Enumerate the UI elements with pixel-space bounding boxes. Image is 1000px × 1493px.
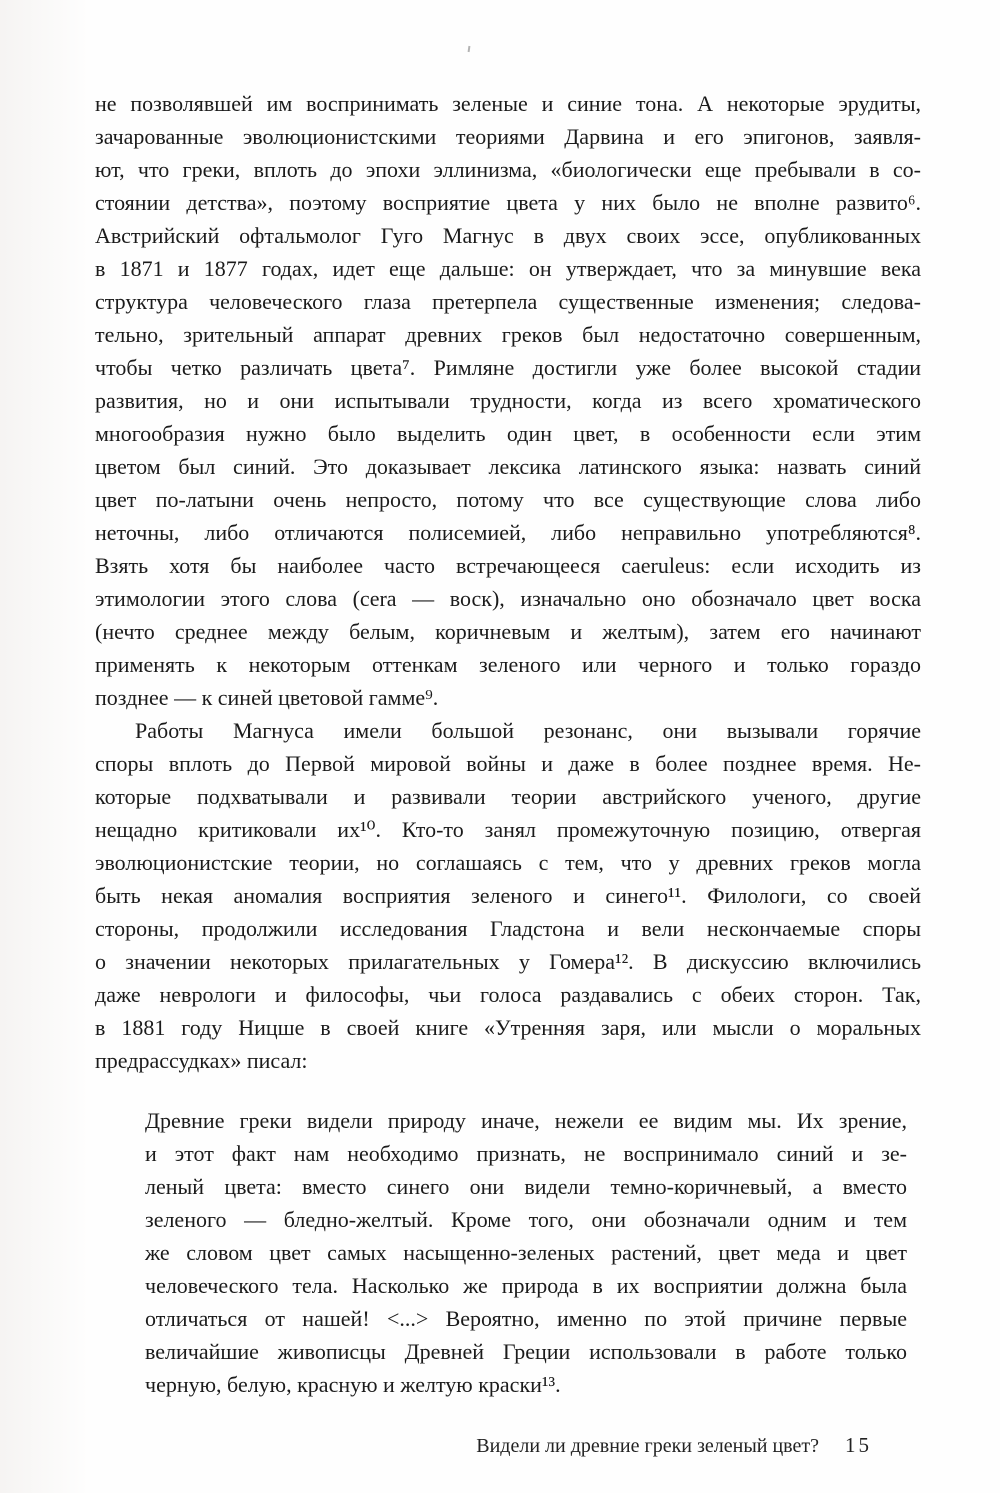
text-line: даже неврологи и философы, чьи голоса раздавались с обеих сторон. Так, bbox=[95, 982, 921, 1007]
text-line: отличаться от нашей! <...> Вероятно, именно по этой причине первые bbox=[145, 1306, 907, 1331]
text-line: в 1881 году Ницше в своей книге «Утренняя заря, или мысли о моральных bbox=[95, 1015, 921, 1040]
text-line: позднее — к синей цветовой гамме⁹. bbox=[95, 685, 439, 710]
text-line: структура человеческого глаза претерпела существенные изменения; следова- bbox=[95, 289, 921, 314]
text-line: многообразия нужно было выделить один цвет, в особенности если этим bbox=[95, 421, 921, 446]
text-line: Взять хотя бы наиболее часто встречающееся caeruleus: если исходить из bbox=[95, 553, 921, 578]
text-line: черную, белую, красную и желтую краски¹³. bbox=[145, 1372, 561, 1397]
text-line: которые подхватывали и развивали теории австрийского ученого, другие bbox=[95, 784, 921, 809]
text-line: Австрийский офтальмолог Гуго Магнус в двух своих эссе, опубликованных bbox=[95, 223, 921, 248]
text-line: в 1871 и 1877 годах, идет еще дальше: он утверждает, что за минувшие века bbox=[95, 256, 921, 281]
text-line: неточны, либо отличаются полисемией, либо неправильно употребляются⁸. bbox=[95, 520, 921, 545]
text-line: стороны, продолжили исследования Гладстона и вели нескончаемые споры bbox=[95, 916, 921, 941]
text-line: человеческого тела. Насколько же природа в их восприятии должна была bbox=[145, 1273, 907, 1298]
text-line: применять к некоторым оттенкам зеленого или черного и только гораздо bbox=[95, 652, 921, 677]
page-text-block bbox=[95, 87, 921, 1401]
text-line: Древние греки видели природу иначе, нежели ее видим мы. Их зрение, bbox=[145, 1108, 907, 1133]
text-line: о значении некоторых прилагательных у Гомера¹². В дискуссию включились bbox=[95, 949, 921, 974]
text-line: споры вплоть до Первой мировой войны и даже в более позднее время. Не- bbox=[95, 751, 921, 776]
text-line: чтобы четко различать цвета⁷. Римляне достигли уже более высокой стадии bbox=[95, 355, 921, 380]
text-line: ют, что греки, вплоть до эпохи эллинизма, «биологически еще пребывали в со- bbox=[95, 157, 921, 182]
text-line: цвет по-латыни очень непросто, потому что все существующие слова либо bbox=[95, 487, 921, 512]
text-line: предрассудках» писал: bbox=[95, 1048, 308, 1073]
text-line: цветом был синий. Это доказывает лексика латинского языка: назвать синий bbox=[95, 454, 921, 479]
text-line: же словом цвет самых насыщенно-зеленых растений, цвет меда и цвет bbox=[145, 1240, 907, 1265]
text-line: нещадно критиковали их¹⁰. Кто-то занял промежуточную позицию, отвергая bbox=[95, 817, 921, 842]
text-line: быть некая аномалия восприятия зеленого и синего¹¹. Филологи, со своей bbox=[95, 883, 921, 908]
text-line: стоянии детства», поэтому восприятие цвета у них было не вполне развито⁶. bbox=[95, 190, 921, 215]
text-line: эволюционистские теории, но соглашаясь с тем, что у древних греков могла bbox=[95, 850, 921, 875]
text-line: зеленого — бледно-желтый. Кроме того, они обозначали одним и тем bbox=[145, 1207, 907, 1232]
text-line: величайшие живописцы Древней Греции использовали в работе только bbox=[145, 1339, 907, 1364]
text-line: этимологии этого слова (cera — воск), изначально оно обозначало цвет воска bbox=[95, 586, 921, 611]
text-line: зачарованные эволюционистскими теориями Дарвина и его эпигонов, заявля- bbox=[95, 124, 921, 149]
text-line: развития, но и они испытывали трудности, когда из всего хроматического bbox=[95, 388, 921, 413]
scan-speck bbox=[468, 46, 471, 52]
text-line: и этот факт нам необходимо признать, не воспринимало синий и зе- bbox=[145, 1141, 907, 1166]
text-line: Работы Магнуса имели большой резонанс, они вызывали горячие bbox=[135, 718, 921, 743]
paragraph-magnus-debate bbox=[95, 714, 921, 1077]
running-title: Видели ли древние греки зеленый цвет? bbox=[476, 1435, 819, 1457]
page-footer bbox=[476, 1432, 872, 1459]
text-line: (нечто среднее между белым, коричневым и желтым), затем его начинают bbox=[95, 619, 921, 644]
text-line: тельно, зрительный аппарат древних греков был недостаточно совершенным, bbox=[95, 322, 921, 347]
nietzsche-quote bbox=[95, 1104, 921, 1401]
text-line: леный цвета: вместо синего они видели темно-коричневый, а вместо bbox=[145, 1174, 907, 1199]
page-number: 15 bbox=[845, 1433, 872, 1457]
text-line: не позволявшей им воспринимать зеленые и синие тона. А некоторые эрудиты, bbox=[95, 91, 921, 116]
paragraph-continuation bbox=[95, 87, 921, 714]
